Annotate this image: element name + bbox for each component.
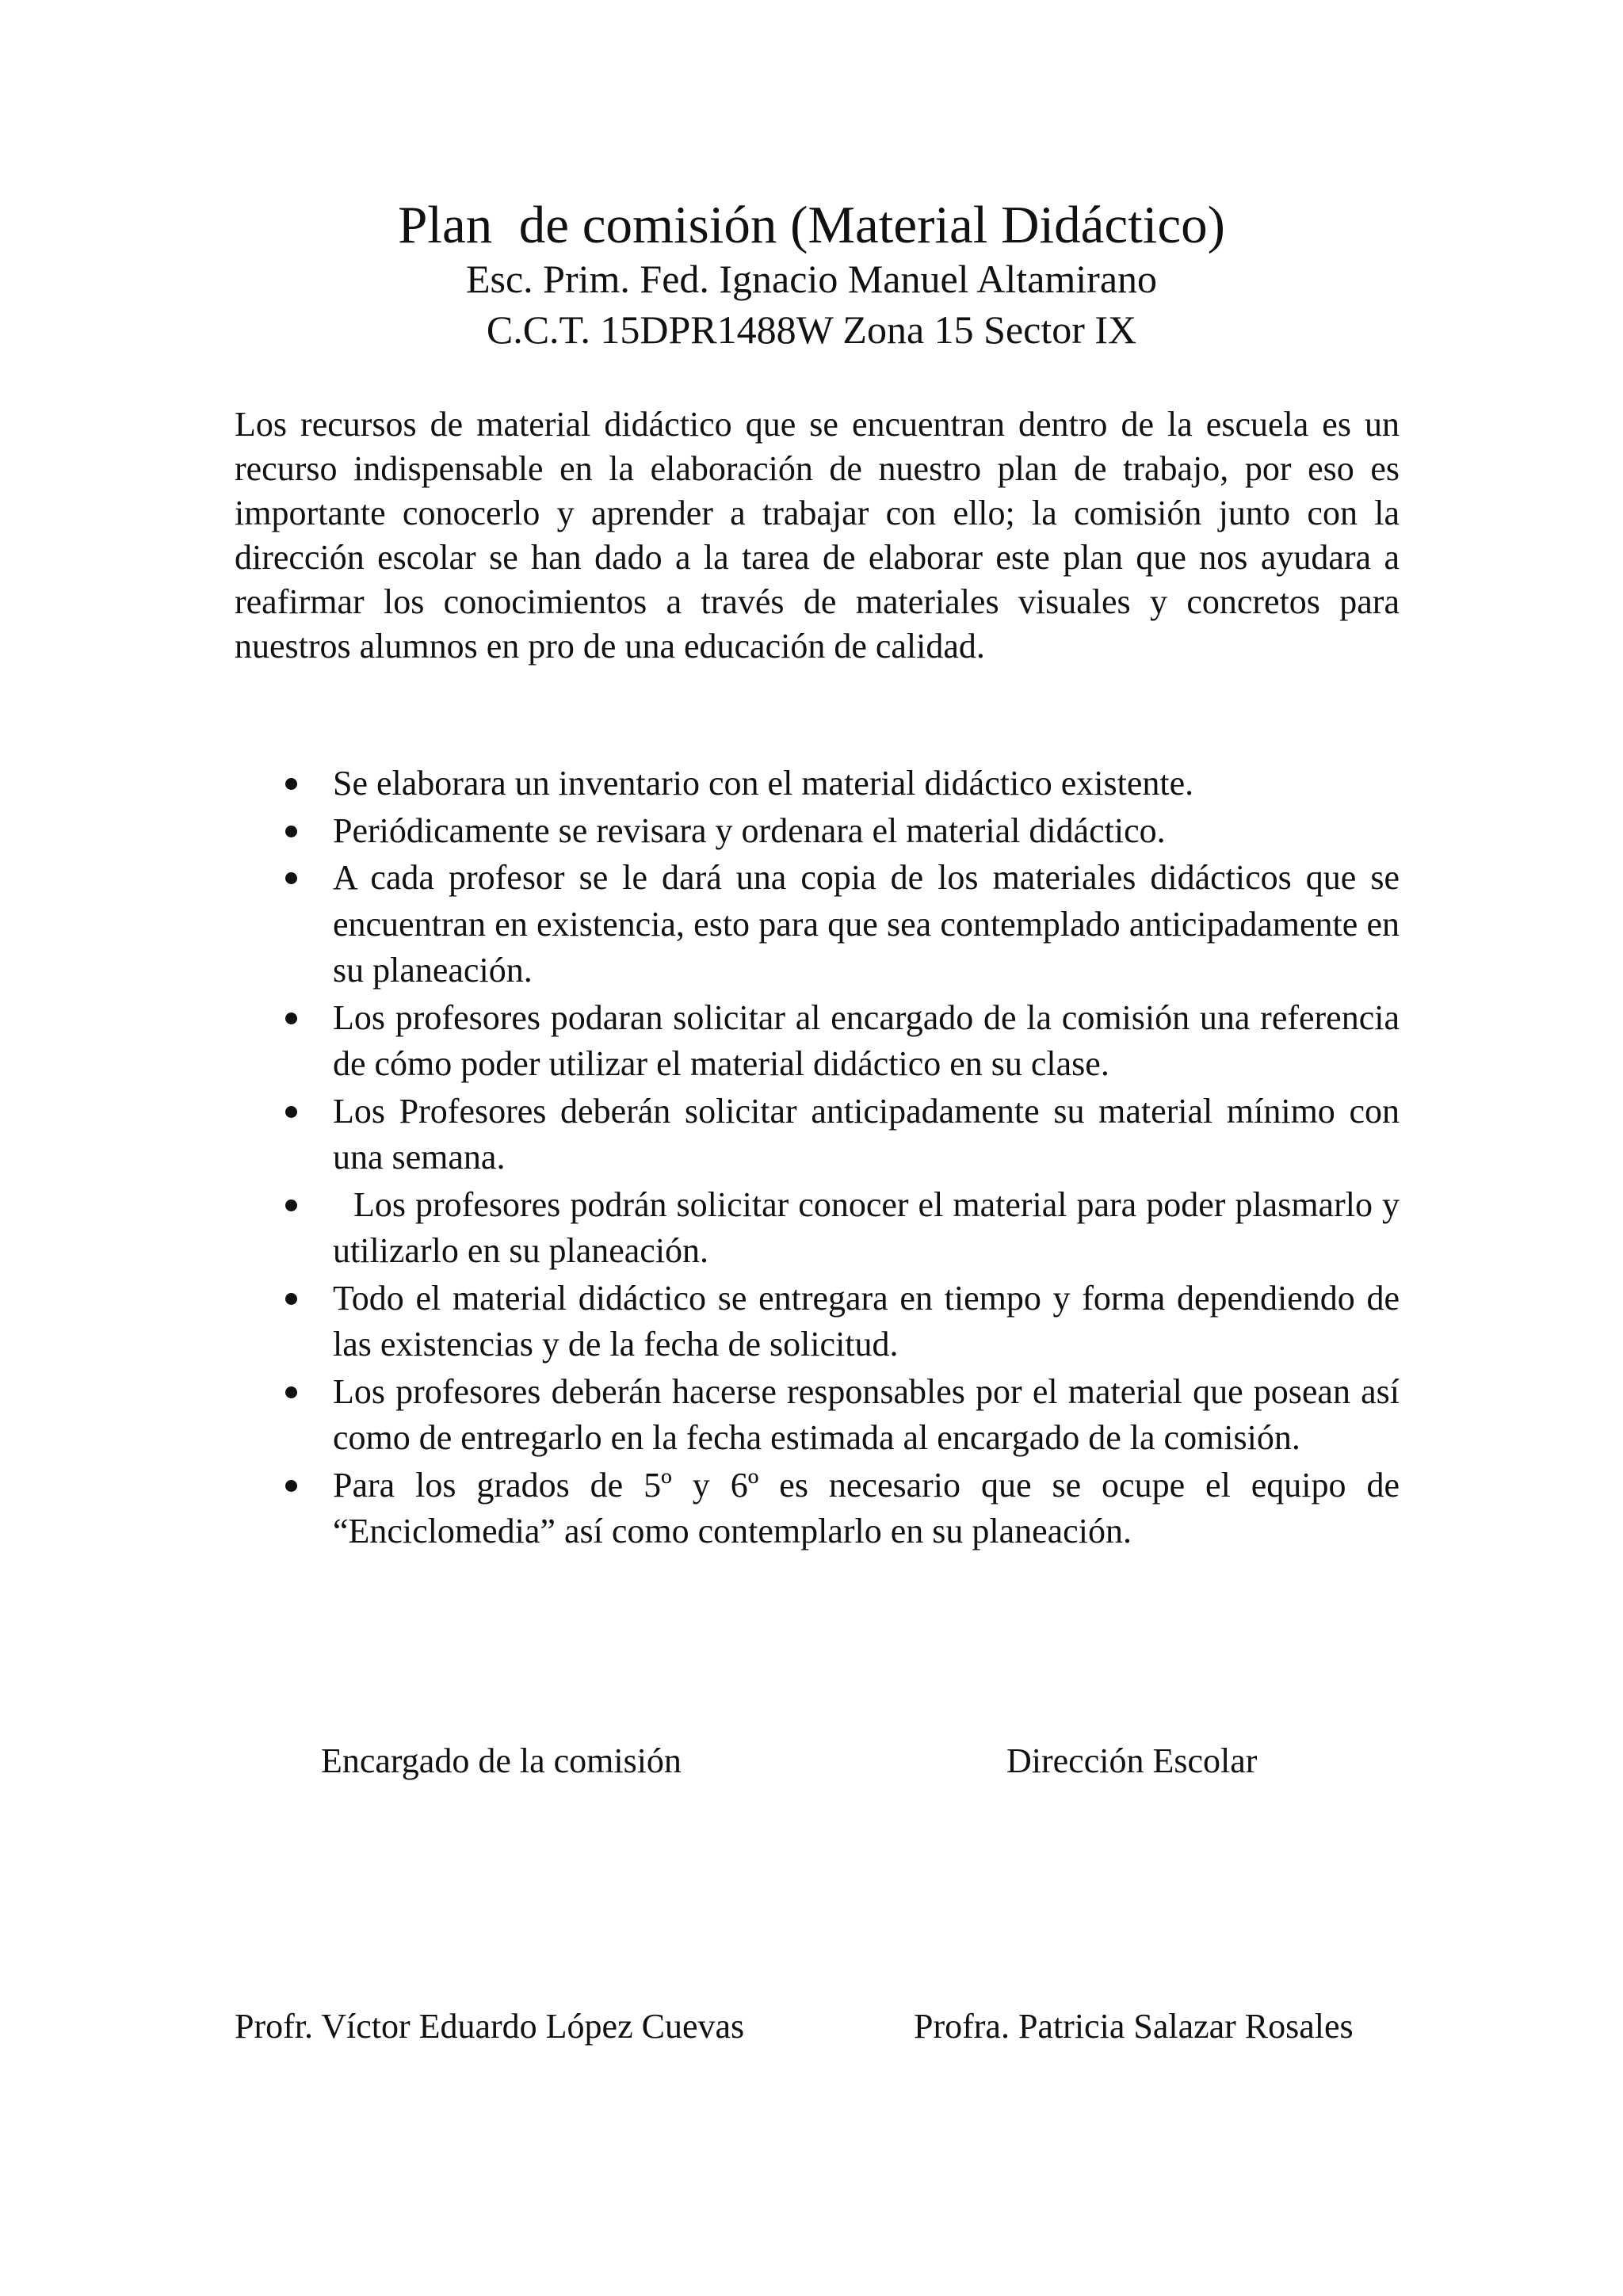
bullet-dot-icon	[285, 778, 297, 790]
bullet-item-4	[235, 995, 1400, 1088]
bullet-dot-icon	[285, 872, 297, 884]
intro-paragraph: Los recursos de material didáctico que se encuentran dentro de la escuela es un recurso indispensable en la elaboración de nuestro plan de trabajo, por eso es importante conocerlo y aprender a trabajar con ello; la comisión junto con la dirección escolar se han dado a la tarea de elaborar este plan que nos ayudara a reafirmar los conocimientos a través de materiales visuales y concretos para nuestros alumnos en pro de una educación de calidad.	[235, 405, 1400, 666]
bullet-text: A cada profesor se le dará una copia de los materiales didácticos que se encuentran en existencia, esto para que sea contemplado anticipadamente en su planeación.	[333, 858, 1400, 990]
bullet-list	[235, 761, 1400, 1556]
school-cct: C.C.T. 15DPR1488W Zona 15 Sector IX	[486, 307, 1137, 352]
signature-name-commission: Profr. Víctor Eduardo López Cuevas	[235, 2007, 745, 2046]
bullet-item-1	[235, 761, 1400, 807]
bullet-text: Se elaborara un inventario con el material didáctico existente.	[333, 764, 1194, 803]
bullet-text: Para los grados de 5º y 6º es necesario que se ocupe el equipo de “Enciclomedia” así como contemplarlo en su planeación.	[333, 1465, 1400, 1550]
bullet-text: Periódicamente se revisara y ordenara el material didáctico.	[333, 810, 1166, 850]
bullet-text: Los Profesores deberán solicitar anticipadamente su material mínimo con una semana.	[333, 1091, 1400, 1177]
bullet-dot-icon	[285, 1013, 297, 1024]
school-name: Esc. Prim. Fed. Ignacio Manuel Altamirano	[465, 257, 1158, 301]
bullet-text: Los profesores deberán hacerse responsables por el material que posean así como de entregarlo en la fecha estimada al encargado de la comisión.	[333, 1371, 1400, 1457]
bullet-text: Los profesores podaran solicitar al encargado de la comisión una referencia de cómo poder utilizar el material didáctico en su clase.	[333, 997, 1400, 1083]
signature-role-commission: Encargado de la comisión	[321, 1741, 682, 1780]
bullet-text: Los profesores podrán solicitar conocer el material para poder plasmarlo y utilizarlo en su planeación.	[333, 1184, 1400, 1270]
bullet-dot-icon	[285, 826, 297, 837]
signature-name-direction: Profra. Patricia Salazar Rosales	[914, 2007, 1354, 2046]
bullet-item-3	[235, 855, 1400, 994]
bullet-dot-icon	[285, 1386, 297, 1398]
document-title: Plan de comisión (Material Didáctico)	[398, 196, 1225, 254]
bullet-dot-icon	[285, 1293, 297, 1305]
bullet-dot-icon	[285, 1199, 297, 1211]
bullet-item-8	[235, 1369, 1400, 1462]
bullet-item-5	[235, 1089, 1400, 1181]
bullet-item-7	[235, 1276, 1400, 1368]
bullet-item-2	[235, 808, 1400, 855]
signature-role-direction: Dirección Escolar	[1006, 1741, 1258, 1780]
bullet-text: Todo el material didáctico se entregara en tiempo y forma dependiendo de las existencias y de la fecha de solicitud.	[333, 1278, 1400, 1363]
bullet-item-9	[235, 1463, 1400, 1555]
document-header	[0, 196, 1623, 355]
bullet-dot-icon	[285, 1106, 297, 1118]
bullet-dot-icon	[285, 1480, 297, 1492]
bullet-item-6	[235, 1182, 1400, 1275]
